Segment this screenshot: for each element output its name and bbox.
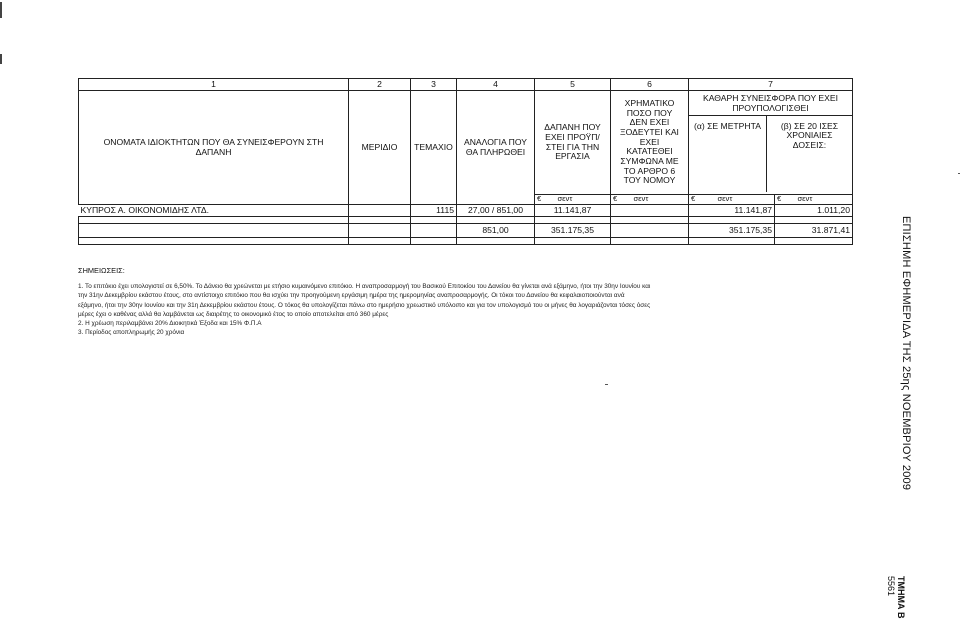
net-instalment-value: 1.011,20 — [775, 205, 853, 217]
scan-speck — [605, 384, 608, 385]
table-row — [79, 205, 853, 217]
note-line: εξάμηνο, ήτοι την 30ην Ιουνίου και την 31η Δεκεμβρίου εκάστου έτους. Ο τόκος θα υπολογίζεται πάνω στο ημερήσιο χρεωστικό υπόλοιπο και για τον υπολογισμό του οι μήνες θα λογαριάζονται τόσες όσες — [78, 301, 651, 309]
plot-number: 1115 — [411, 205, 457, 217]
note-line: 1. Το επιτόκιο έχει υπολογιστεί σε 6,50%. Το Δάνειο θα χρεώνεται με ετήσιο κυμαινόμενο επιτόκιο. Η αναπροσαρμογή του Βασικού Επιτοκίου του Δανείου θα γίνεται ανά εξάμηνο, ήτοι την 30ην Ιουνίου και — [78, 283, 651, 290]
owner-name: ΚΥΠΡΟΣ Α. ΟΙΚΟΝΟΜΙΔΗΣ ΛΤΔ. — [79, 205, 349, 217]
cost-value: 11.141,87 — [535, 205, 611, 217]
section-page-label — [886, 576, 916, 636]
contribution-table — [78, 78, 853, 245]
euro-sign: € — [777, 194, 782, 204]
totals-blank — [411, 224, 457, 238]
currency-cell — [535, 195, 611, 205]
totals-row — [79, 224, 853, 238]
contribution-table-wrap — [78, 78, 852, 245]
euro-sign: € — [691, 194, 696, 204]
section-label: ΤΜΗΜΑ Β — [896, 576, 906, 619]
header-deposit: ΧΡΗΜΑΤΙΚΟ ΠΟΣΟ ΠΟΥ ΔΕΝ ΕΧΕΙ ΞΟΔΕΥΤΕΙ ΚΑΙ ΕΧΕΙ ΚΑΤΑΤΕΘΕΙ ΣΥΜΦΩΝΑ ΜΕ ΤΟ ΑΡΘΡΟ 6 ΤΟΥ ΝΟΜΟΥ — [611, 91, 689, 195]
header-share: ΜΕΡΙΔΙΟ — [349, 91, 411, 205]
col-number: 5 — [535, 79, 611, 91]
totals-cost: 351.175,35 — [535, 224, 611, 238]
totals-net-cash: 351.175,35 — [689, 224, 775, 238]
note-line: 2. Η χρέωση περιλαμβάνει 20% Διοικητικά Έξοδα και 15% Φ.Π.Α — [78, 320, 262, 328]
totals-blank — [349, 224, 411, 238]
share-value — [349, 205, 411, 217]
header-cost: ΔΑΠΑΝΗ ΠΟΥ ΕΧΕΙ ΠΡΟΫΠ/ΣΤΕΙ ΓΙΑ ΤΗΝ ΕΡΓΑΣΙΑ — [535, 91, 611, 195]
col-number: 4 — [457, 79, 535, 91]
spacer-row — [79, 217, 853, 224]
spacer-row — [79, 238, 853, 245]
page-number: 5561 — [886, 576, 896, 597]
header-plot: ΤΕΜΑΧΙΟ — [411, 91, 457, 205]
remarks-title: ΣΗΜΕΙΩΣΕΙΣ: — [78, 266, 125, 275]
notes-block — [78, 282, 858, 338]
column-number-row — [79, 79, 853, 91]
euro-sign: € — [537, 194, 542, 204]
currency-cell — [689, 195, 775, 205]
header-net-instalments: (β) ΣΕ 20 ΙΣΕΣ ΧΡΟΝΙΑΙΕΣ ΔΟΣΕΙΣ: — [780, 120, 839, 150]
totals-ratio: 851,00 — [457, 224, 535, 238]
header-owners: ΟΝΟΜΑΤΑ ΙΔΙΟΚΤΗΤΩΝ ΠΟΥ ΘΑ ΣΥΝΕΙΣΦΕΡΟΥΝ ΣΤΗ ΔΑΠΑΝΗ — [79, 91, 349, 205]
col-number: 1 — [79, 79, 349, 91]
cent-label: σεντ — [717, 194, 733, 204]
note-line: μέρες έχει ο καθένας αλλά θα λαμβάνεται ως διαιρέτης το οικονομικό έτος το οποίο αποτελείται από 360 μέρες — [78, 310, 389, 318]
euro-sign: € — [613, 194, 618, 204]
scan-margin-marks — [0, 0, 4, 80]
note-line: την 31ην Δεκεμβρίου εκάστου έτους, στο αντίστοιχο επιτόκιο που θα ισχύει την προηγούμενη εργάσιμη ημέρα της ημερομηνίας αναπροσαρμογής. Οι τόκοι του Δανείου θα κεφαλαιοποιούνται ανά — [78, 292, 625, 300]
margin-mark — [0, 54, 2, 64]
note-line: 3. Περίοδος αποπληρωμής 20 χρόνια — [78, 329, 185, 337]
col-number: 2 — [349, 79, 411, 91]
cent-label: σεντ — [557, 194, 573, 204]
ratio-value: 27,00 / 851,00 — [457, 205, 535, 217]
totals-blank — [611, 224, 689, 238]
header-row — [79, 91, 853, 195]
margin-mark — [0, 2, 2, 18]
deposit-value — [611, 205, 689, 217]
gazette-running-title — [894, 216, 914, 494]
header-net — [689, 91, 853, 195]
currency-cell — [611, 195, 689, 205]
totals-blank — [79, 224, 349, 238]
cent-label: σεντ — [797, 194, 813, 204]
net-cash-value: 11.141,87 — [689, 205, 775, 217]
header-net-title: ΚΑΘΑΡΗ ΣΥΝΕΙΣΦΟΡΑ ΠΟΥ ΕΧΕΙ ΠΡΟΥΠΟΛΟΓΙΣΘΕΙ — [689, 93, 852, 115]
header-ratio: ΑΝΑΛΟΓΙΑ ΠΟΥ ΘΑ ΠΛΗΡΩΘΕΙ — [457, 91, 535, 205]
totals-net-instalments: 31.871,41 — [775, 224, 853, 238]
col-number: 7 — [689, 79, 853, 91]
header-net-cash: (α) ΣΕ ΜΕΤΡΗΤΑ — [689, 116, 767, 192]
col-number: 6 — [611, 79, 689, 91]
currency-cell — [775, 195, 853, 205]
col-number: 3 — [411, 79, 457, 91]
gazette-title-text: ΕΠΙΣΗΜΗ ΕΦΗΜΕΡΙΔΑ ΤΗΣ 25ης ΝΟΕΜΒΡΙΟΥ 2009 — [900, 216, 912, 491]
cent-label: σεντ — [633, 194, 649, 204]
